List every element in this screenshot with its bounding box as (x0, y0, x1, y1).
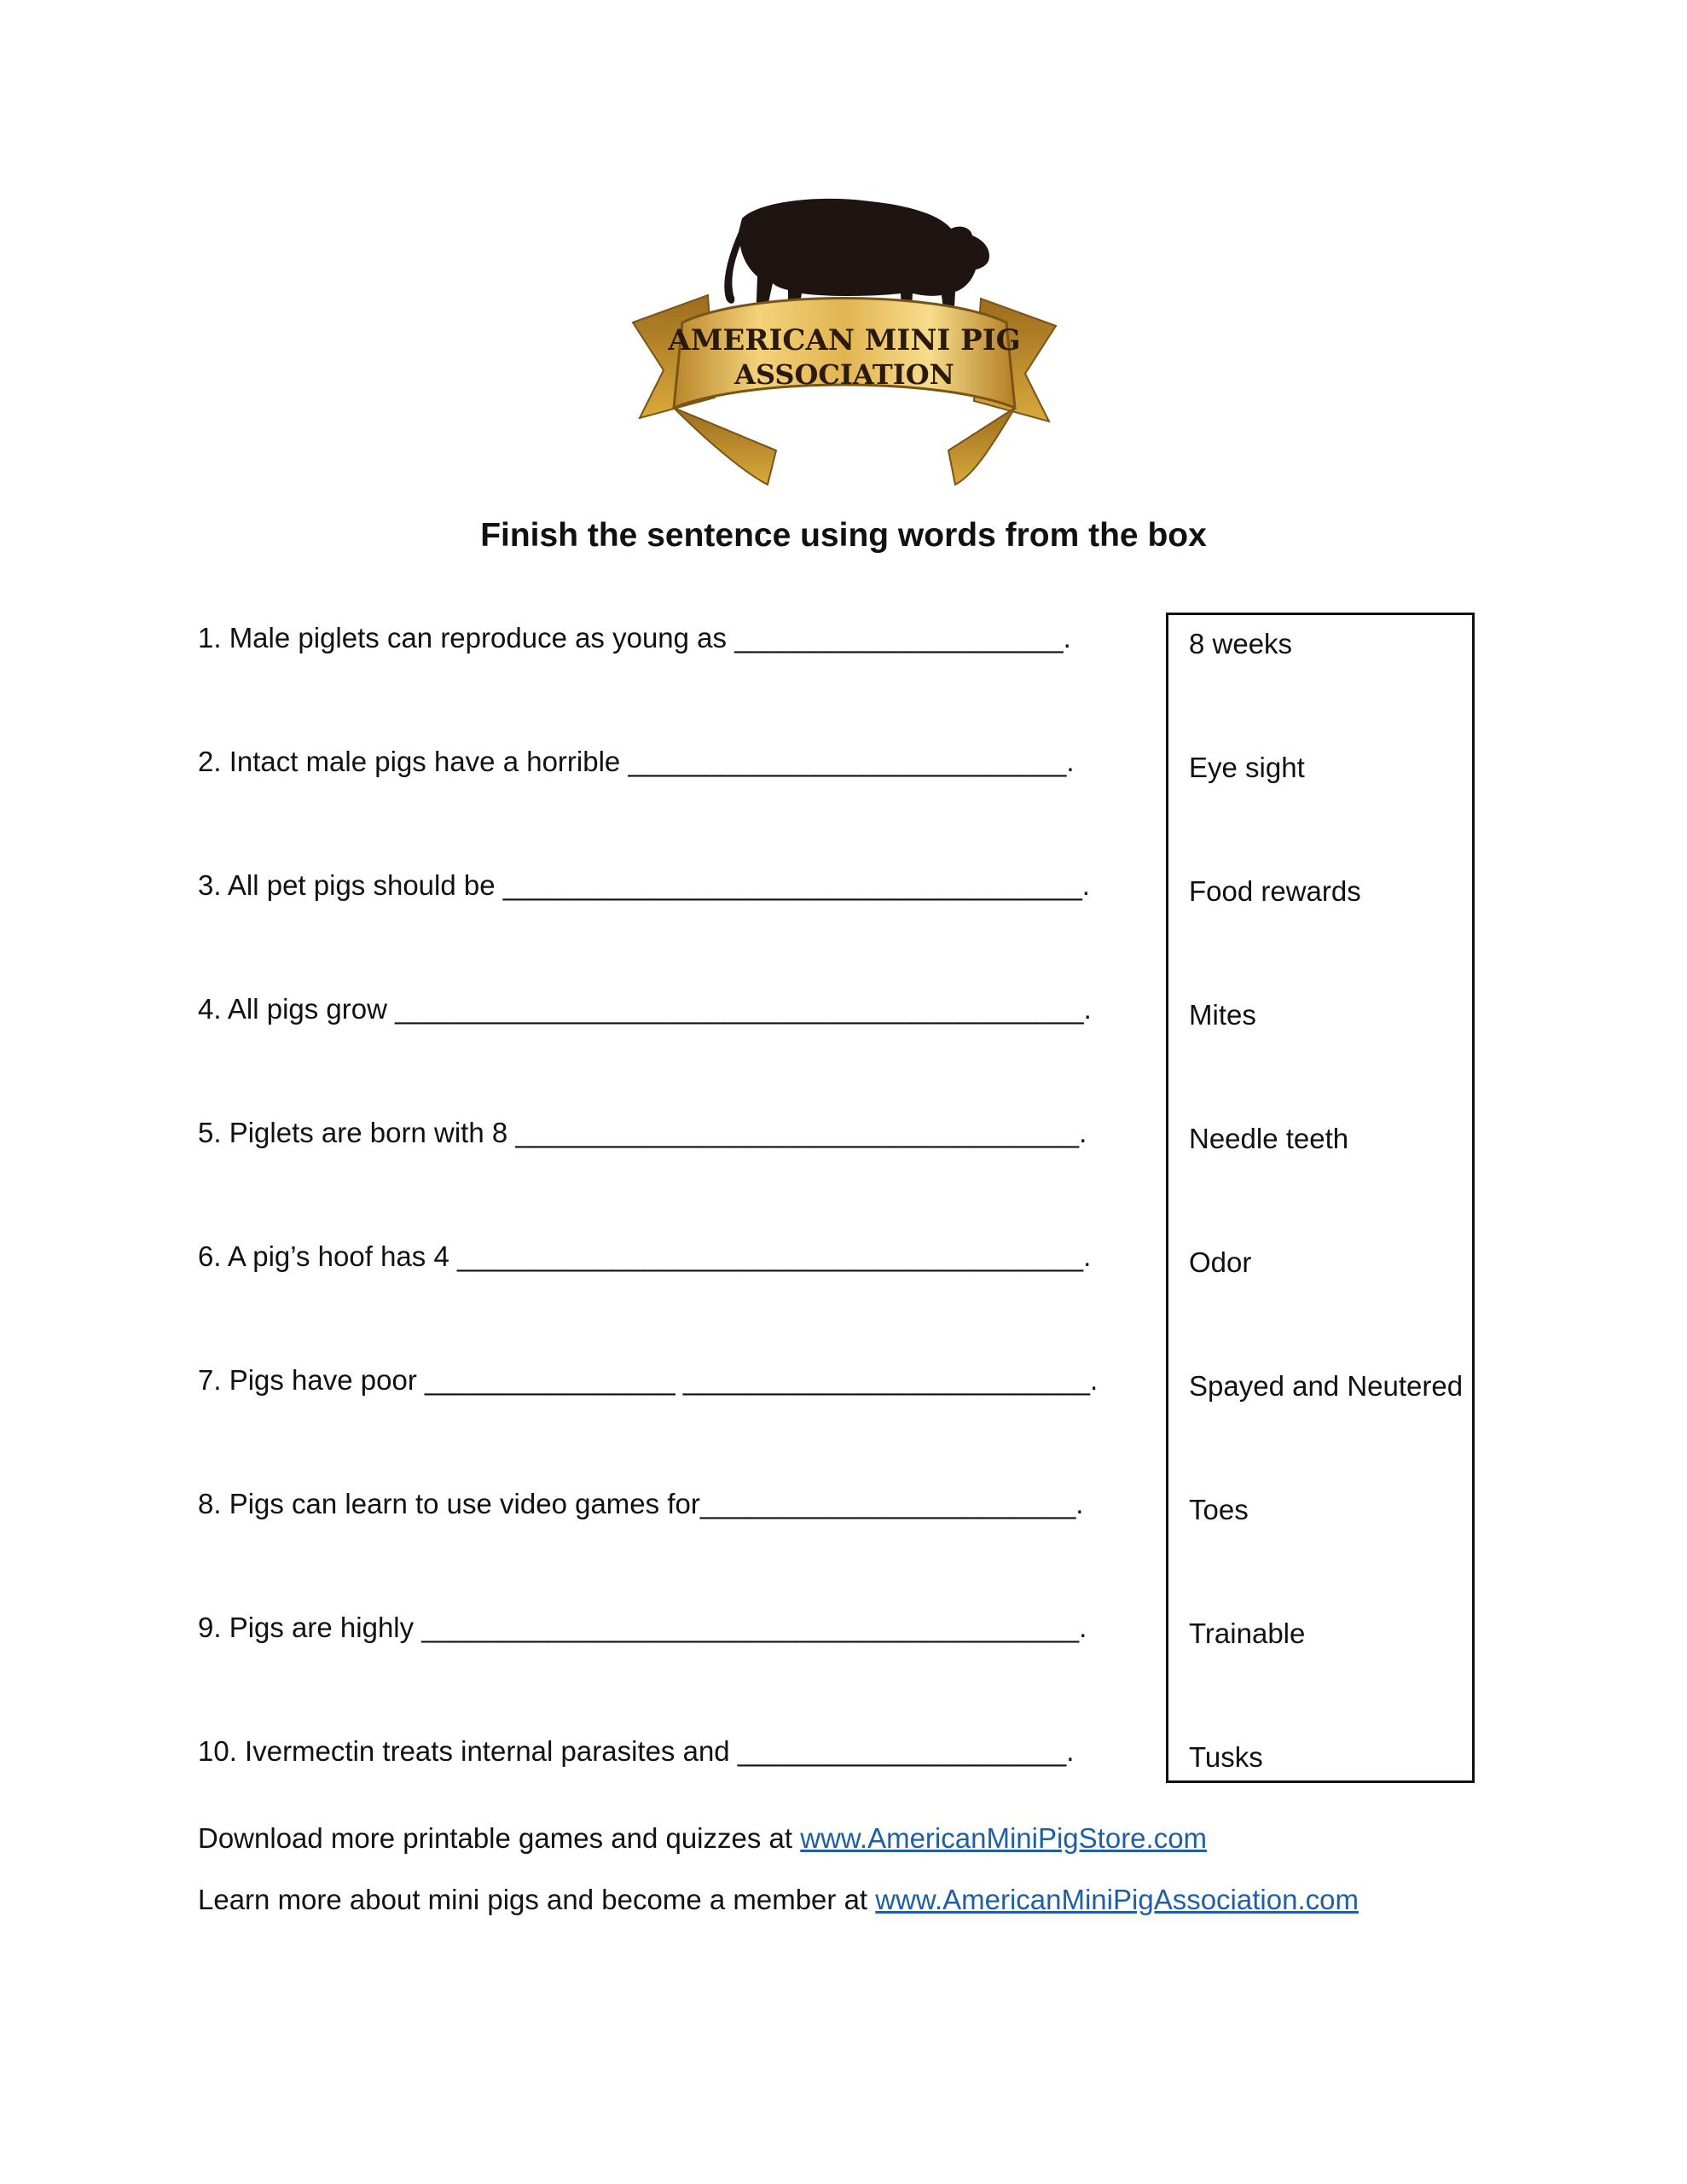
question-item: 3. All pet pigs should be _____________________________________. (198, 869, 1090, 901)
footer-member-line (198, 1881, 1359, 1919)
word-bank-item: Odor (1189, 1246, 1252, 1278)
word-bank-item: Eye sight (1189, 752, 1305, 783)
question-item: 6. A pig’s hoof has 4 ________________________________________. (198, 1240, 1092, 1272)
word-bank-item: Mites (1189, 999, 1256, 1031)
footer-download-text: Download more printable games and quizzes at (198, 1822, 801, 1854)
footer-download-line (198, 1820, 1207, 1857)
question-item: 2. Intact male pigs have a horrible ____________________________. (198, 746, 1075, 777)
question-item: 9. Pigs are highly __________________________________________. (198, 1612, 1087, 1643)
question-item: 10. Ivermectin treats internal parasites and _____________________. (198, 1735, 1075, 1767)
word-bank-item: Needle teeth (1189, 1123, 1349, 1154)
page-title: Finish the sentence using words from the box (480, 517, 1207, 554)
word-bank-item: Tusks (1189, 1741, 1263, 1773)
question-item: 7. Pigs have poor ________________ __________________________. (198, 1364, 1099, 1396)
association-logo (614, 195, 1075, 493)
word-bank-box (1166, 613, 1475, 1783)
word-bank-item: Food rewards (1189, 875, 1361, 907)
footer-member-text: Learn more about mini pigs and become a member at (198, 1884, 876, 1915)
logo-line2: ASSOCIATION (734, 358, 954, 391)
word-bank-item: 8 weeks (1189, 628, 1293, 659)
question-list (198, 619, 1099, 1856)
word-bank-item: Toes (1189, 1494, 1249, 1525)
question-item: 5. Piglets are born with 8 ____________________________________. (198, 1117, 1087, 1148)
question-item: 1. Male piglets can reproduce as young as _____________________. (198, 622, 1071, 653)
word-bank-item: Spayed and Neutered (1189, 1370, 1464, 1402)
logo-line1: AMERICAN MINI PIG (668, 323, 1021, 357)
word-bank-item: Trainable (1189, 1618, 1306, 1649)
question-item: 4. All pigs grow ____________________________________________. (198, 993, 1092, 1025)
association-link[interactable]: www.AmericanMiniPigAssociation.com (875, 1884, 1359, 1915)
store-link[interactable]: www.AmericanMiniPigStore.com (800, 1822, 1208, 1854)
question-item: 8. Pigs can learn to use video games for________________________. (198, 1488, 1084, 1519)
